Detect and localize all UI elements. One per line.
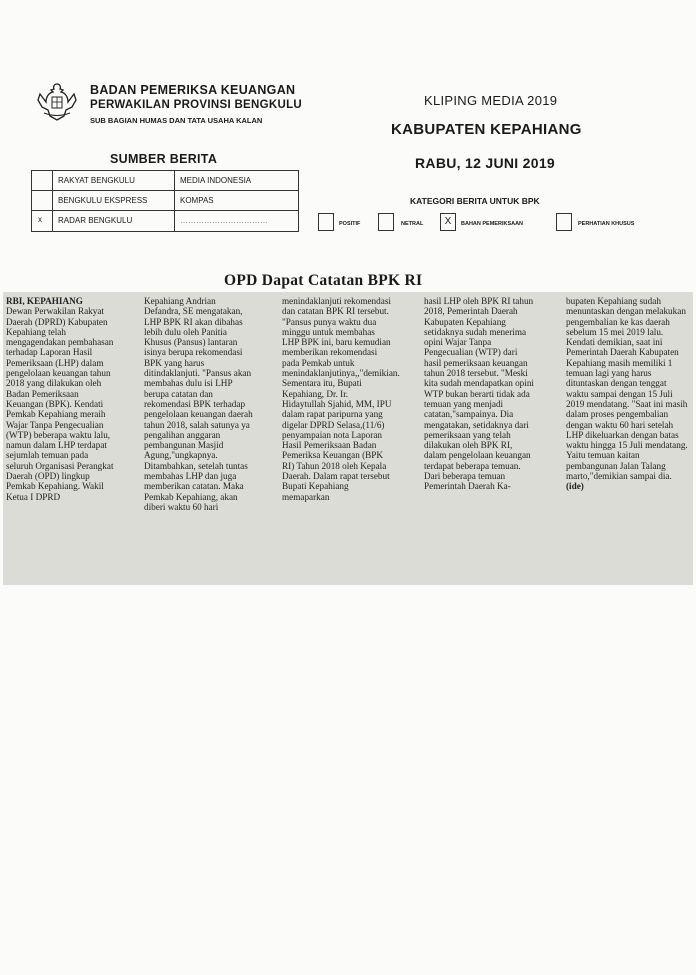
bahan-pemeriksaan-label: BAHAN PEMERIKSAAN: [461, 221, 524, 227]
perhatian-checkbox: [556, 213, 572, 231]
article-text-5: bupaten Kepahiang sudah menuntaskan dengan melakukan pengembalian ke kas daerah sebelum 15 mei 2019 lalu. Kendati demikian, saat ini Pemerintah Daerah Kabupaten Kepahiang masih memiliki 1 temuan lagi yang harus dituntaskan dengan tenggat waktu sampai dengan 15 Juli 2019 mendatang. "Saat ini masih dalam proses pengembalian dengan waktu 60 hari setelah LHP dikeluarkan dengan batas waktu hingga 15 Juli mendatang. Yaitu temuan kaitan pembangunan Jalan Talang marto,"demikian sampai dia.: [566, 296, 688, 482]
source-media-indonesia: MEDIA INDONESIA: [180, 176, 252, 185]
org-subdivision: SUB BAGIAN HUMAS DAN TATA USAHA KALAN: [90, 116, 263, 125]
source-bengkulu-ekspress: BENGKULU EKSPRESS: [58, 196, 148, 205]
netral-box: [378, 213, 394, 231]
positif-label: POSITIF: [339, 221, 361, 227]
article-column-5: [566, 296, 688, 492]
source-mark: x: [38, 215, 42, 224]
article-column-2: [144, 296, 254, 512]
article-column-3: [282, 296, 400, 502]
source-rakyat-bengkulu: RAKYAT BENGKULU: [58, 176, 135, 185]
positif-checkbox: [318, 213, 334, 231]
netral-label: NETRAL: [401, 221, 424, 227]
netral-checkbox: X: [440, 213, 456, 231]
article-column-4: [424, 296, 534, 492]
article-text-4: hasil LHP oleh BPK RI tahun 2018, Pemerintah Daerah Kabupaten Kepahiang setidaknya sudah menerima opini Wajar Tanpa Pengecualian (WTP) dari hasil pemeriksaan keuangan tahun 2018 tersebut. "Meski kita sudah mendapatkan opini WTP bukan berarti tidak ada temuan yang menjadi catatan,"sampainya. Dia mengatakan, setidaknya dari pemeriksaan yang telah dilakukan oleh BPK RI, dalam pengelolaan keuangan terdapat beberapa temuan. Dari beberapa temuan Pemerintah Daerah Ka-: [424, 296, 534, 492]
source-blank: ……………………………: [180, 216, 268, 225]
org-name: BADAN PEMERIKSA KEUANGAN: [90, 83, 296, 97]
org-branch: PERWAKILAN PROVINSI BENGKULU: [90, 99, 303, 111]
kliping-title: KLIPING MEDIA 2019: [424, 93, 558, 108]
article-text-2: Kepahiang Andrian Defandra, SE mengatakan, LHP BPK RI akan dibahas lebih dulu oleh Panitia Khusus (Pansus) lantaran isinya berupa rekomendasi BPK yang harus ditindaklanjuti. "Pansus akan membahas dulu isi LHP berupa catatan dan rekomendasi BPK terhadap pengelolaan keuangan daerah tahun 2018, salah satunya ya pengalihan anggaran pembangunan Masjid Agung,"ungkapnya. Ditambahkan, setelah tuntas membahas LHP dan juga memberikan catatan. Maka Pemkab Kepahiang, akan diberi waktu 60 hari: [144, 296, 253, 512]
sumber-berita-title: SUMBER BERITA: [110, 152, 218, 166]
date-title: RABU, 12 JUNI 2019: [415, 155, 556, 171]
article-text-3: menindaklanjuti rekomendasi dan catatan BPK RI tersebut. "Pansus punya waktu dua minggu untuk membahas LHP BPK ini, baru kemudian memberikan rekomendasi pada Pemkab untuk menindaklanjutinya,,"demikian. Sementara itu, Bupati Kepahiang, Dr. Ir. Hidaytullah Sjahid, MM, IPU dalam rapat paripurna yang digelar DPRD Selasa,(11/6) penyampaian nota Laporan Hasil Pemeriksaan Badan Pemeriksa Keuangan (BPK RI) Tahun 2018 oleh Kepala Daerah. Dalam rapat tersebut Bupati Kepahiang memaparkan: [282, 296, 400, 502]
source-kompas: KOMPAS: [180, 196, 214, 205]
source-radar-bengkulu: RADAR BENGKULU: [58, 216, 133, 225]
article-column-1: [6, 296, 116, 502]
kabupaten-title: KABUPATEN KEPAHIANG: [391, 121, 582, 138]
author-initials: (ide): [566, 481, 584, 492]
kategori-title: KATEGORI BERITA UNTUK BPK: [410, 196, 540, 206]
article-dateline: RBI, KEPAHIANG: [6, 296, 83, 306]
source-table: [31, 170, 299, 232]
garuda-emblem-icon: [34, 80, 80, 122]
article-text-1: Dewan Perwakilan Rakyat Daerah (DPRD) Kabupaten Kepahiang telah mengagendakan pembahasan terhadap Laporan Hasil Pemeriksaan (LHP) dalam pengelolaan keuangan tahun 2018 yang dilakukan oleh Badan Pemeriksaan Keuangan (BPK). Kendati Pemkab Kepahiang meraih Wajar Tanpa Pengecualian (WTP) beberapa waktu lalu, namun dalam LHP terdapat sejumlah temuan pada seluruh Organisasi Perangkat Daerah (OPD) lingkup Pemkab Kepahiang. Wakil Ketua I DPRD: [6, 306, 114, 502]
article-headline: OPD Dapat Catatan BPK RI: [224, 272, 423, 289]
perhatian-label: PERHATIAN KHUSUS: [578, 221, 635, 227]
